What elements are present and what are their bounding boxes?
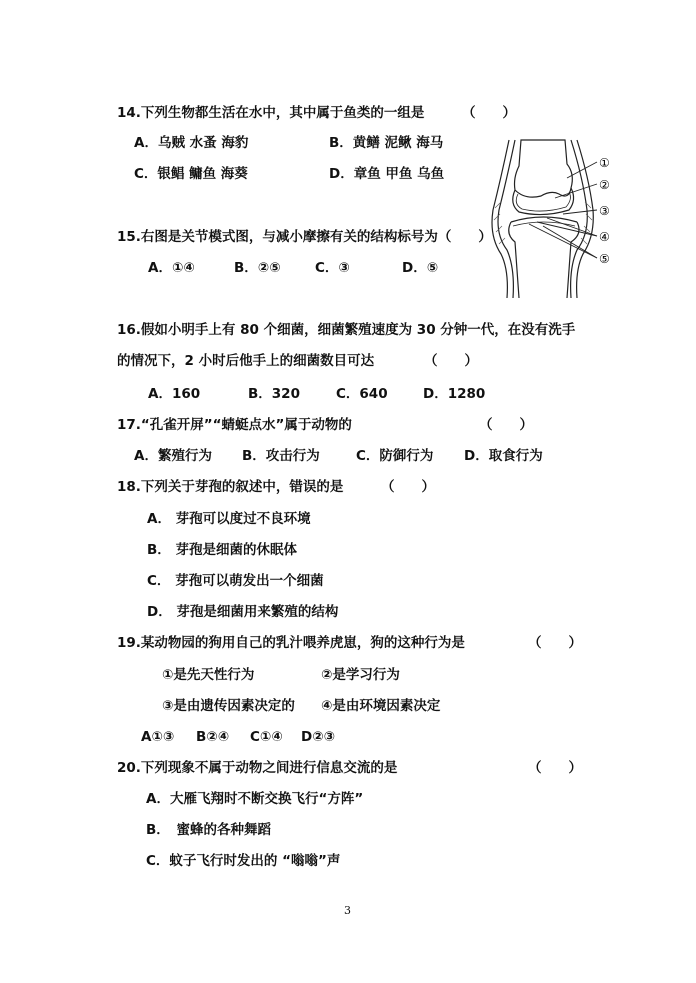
q19-statement-2: ②是学习行为 — [321, 667, 400, 683]
q19-answer-paren: （ ） — [528, 635, 582, 651]
q17-option-b: B．攻击行为 — [242, 448, 320, 464]
figure-label-4: ④ — [599, 230, 610, 244]
q17-answer-paren: （ ） — [479, 417, 533, 433]
q15-option-a: A．①④ — [148, 260, 195, 276]
q15-option-d: D．⑤ — [402, 260, 439, 276]
q19-statement-1: ①是先天性行为 — [162, 667, 255, 683]
q19-option-c: C①④ — [250, 729, 283, 745]
q20-stem: 20.下列现象不属于动物之间进行信息交流的是 — [117, 760, 398, 776]
q16-answer-paren: （ ） — [424, 353, 478, 369]
figure-label-2: ② — [599, 178, 610, 192]
q16-option-d: D．1280 — [423, 386, 486, 402]
q19-stem: 19.某动物园的狗用自己的乳汁喂养虎崽，狗的这种行为是 — [117, 635, 465, 651]
joint-socket — [511, 217, 577, 222]
q19-option-b: B②④ — [196, 729, 230, 745]
q20-option-a: A．大雁飞翔时不断交换飞行“方阵” — [146, 791, 364, 807]
q17-option-a: A．繁殖行为 — [134, 448, 212, 464]
lower-bone — [509, 222, 579, 298]
q17-option-d: D．取食行为 — [464, 448, 543, 464]
joint-diagram — [485, 138, 620, 303]
q14-stem: 14.下列生物都生活在水中，其中属于鱼类的一组是 — [117, 105, 425, 121]
q15-option-b: B．②⑤ — [234, 260, 281, 276]
q16-stem-line2: 的情况下，2 小时后他手上的细菌数目可达 — [117, 353, 375, 369]
page-number: 3 — [344, 904, 351, 917]
q17-option-c: C．防御行为 — [356, 448, 434, 464]
q14-option-a: A．乌贼 水蚤 海豹 — [134, 135, 249, 151]
q20-answer-paren: （ ） — [528, 760, 582, 776]
q14-option-c: C．银鲳 鳙鱼 海葵 — [134, 166, 248, 182]
q16-option-a: A．160 — [148, 386, 201, 402]
q18-stem: 18.下列关于芽孢的叙述中，错误的是 — [117, 479, 344, 495]
q14-answer-paren: （ ） — [462, 105, 516, 121]
q18-option-a: A． 芽孢可以度过不良环境 — [147, 511, 311, 527]
figure-label-1: ① — [599, 156, 610, 170]
capsule-right — [571, 140, 588, 298]
figure-label-3: ③ — [599, 204, 610, 218]
q14-option-b: B．黄鳝 泥鳅 海马 — [329, 135, 444, 151]
figure-label-5: ⑤ — [599, 252, 610, 266]
q16-stem-line1: 16.假如小明手上有 80 个细菌，细菌繁殖速度为 30 分钟一代，在没有洗手 — [117, 322, 576, 338]
q19-statement-3: ③是由遗传因素决定的 — [162, 698, 295, 714]
q18-answer-paren: （ ） — [381, 479, 435, 495]
q15-stem: 15.右图是关节模式图，与减小摩擦有关的结构标号为（ ） — [117, 229, 492, 245]
q15-option-c: C．③ — [315, 260, 350, 276]
q18-option-b: B． 芽孢是细菌的休眠体 — [147, 542, 297, 558]
q16-option-b: B．320 — [248, 386, 300, 402]
q17-stem: 17.“孔雀开屏”“蜻蜓点水”属于动物的 — [117, 417, 352, 433]
upper-bone — [515, 140, 573, 197]
q19-option-d: D②③ — [301, 729, 336, 745]
q20-option-b: B． 蜜蜂的各种舞蹈 — [146, 822, 272, 838]
q20-option-c: C．蚊子飞行时发出的 “嗡嗡”声 — [146, 853, 341, 869]
q19-statement-4: ④是由环境因素决定 — [321, 698, 441, 714]
q16-option-c: C．640 — [336, 386, 388, 402]
q18-option-c: C． 芽孢可以萌发出一个细菌 — [147, 573, 324, 589]
q18-option-d: D． 芽孢是细菌用来繁殖的结构 — [147, 604, 339, 620]
q19-option-a: A①③ — [141, 729, 175, 745]
q14-option-d: D．章鱼 甲鱼 乌鱼 — [329, 166, 445, 182]
